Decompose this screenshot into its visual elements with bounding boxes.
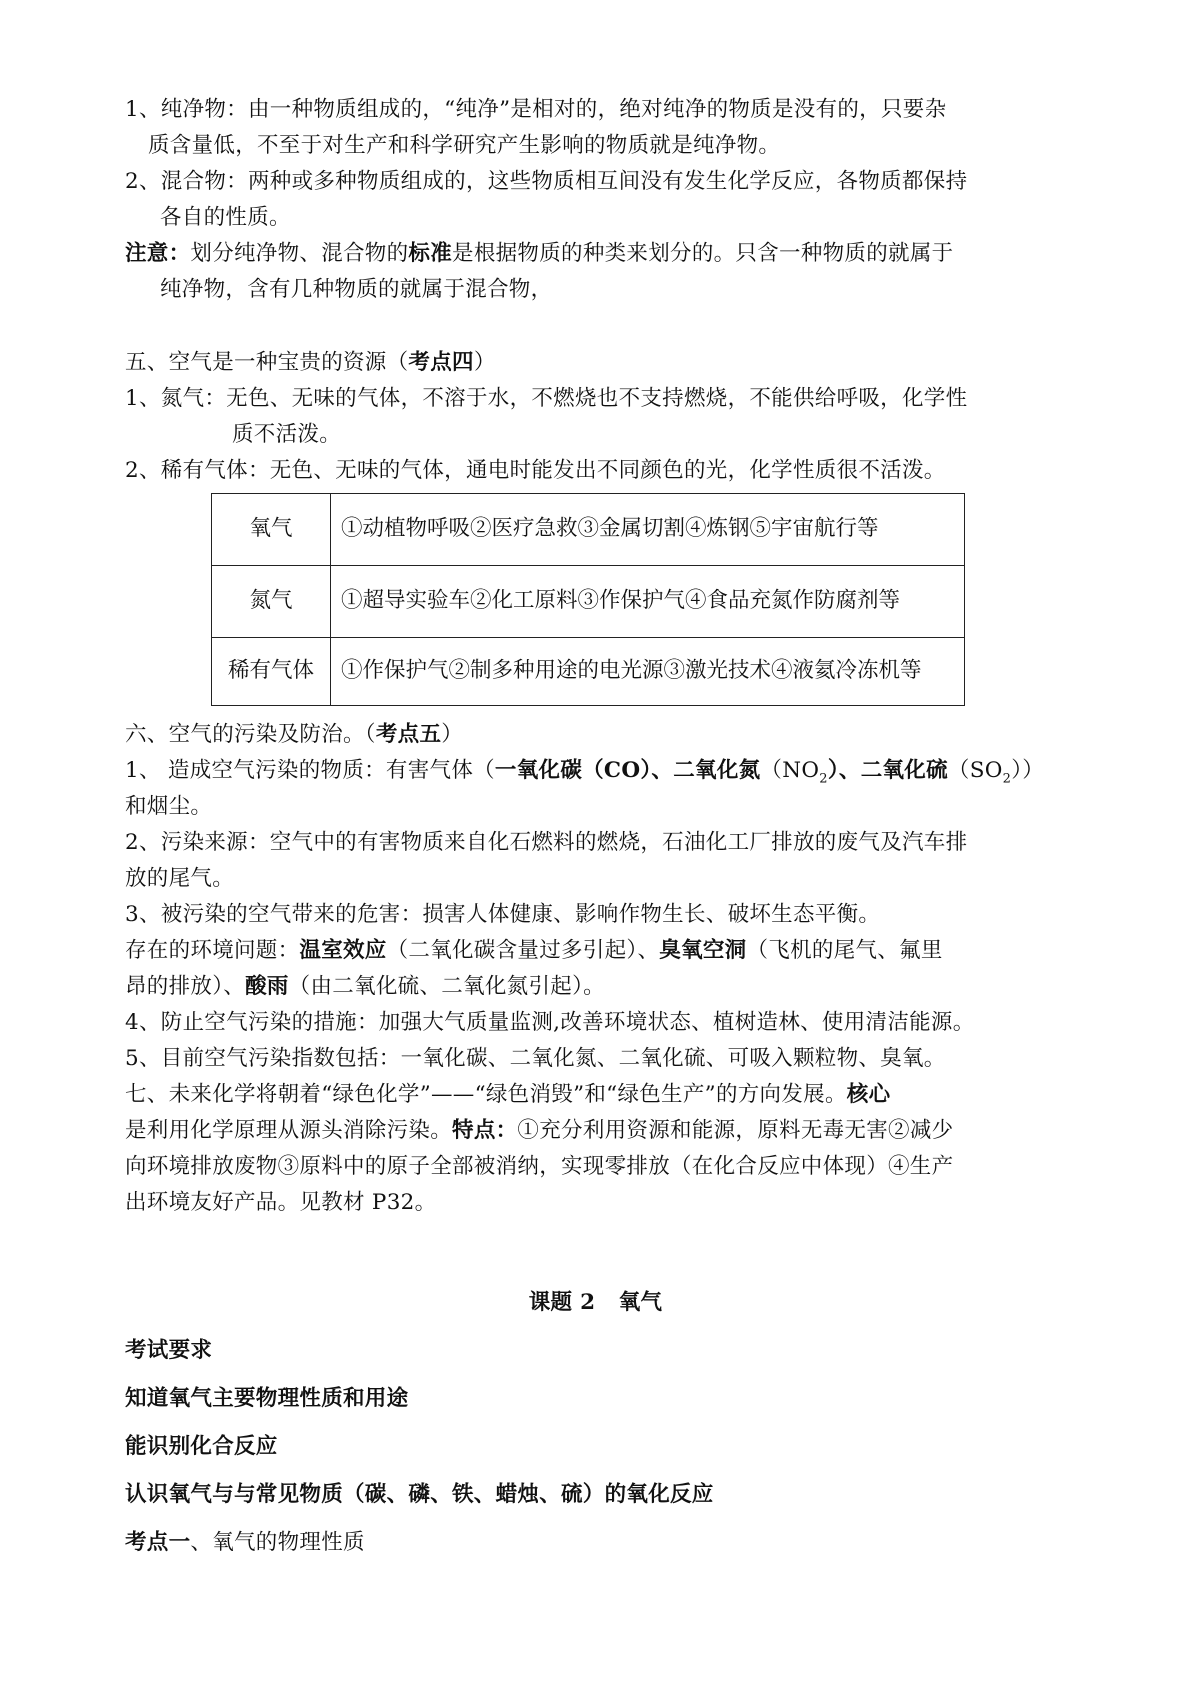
note-line1 [125, 241, 953, 267]
gas-use-cell: ①动植物呼吸②医疗急救③金属切割④炼钢⑤宇宙航行等 [331, 494, 965, 566]
env-issues-label: 存在的环境问题： [125, 938, 300, 963]
harm-line: 3、被污染的空气带来的危害：损害人体健康、影响作物生长、破坏生态平衡。 [125, 902, 881, 927]
section6-title-text: 六、空气的污染及防治。（ [125, 722, 376, 747]
greenhouse-effect: 温室效应 [299, 938, 387, 963]
green-chem-line1 [125, 1082, 890, 1108]
requirement-3: 认识氧气与与常见物质（碳、磷、铁、蜡烛、硫）的氧化反应 [125, 1482, 714, 1507]
nitrogen-line2: 质不活泼。 [232, 422, 342, 447]
pollutant-no2-close: ）、 [827, 758, 861, 783]
pure-substance-line2: 质含量低，不至于对生产和科学研究产生影响的物质就是纯净物。 [148, 133, 781, 158]
section6-title [125, 722, 463, 748]
greenhouse-cause: （二氧化碳含量过多引起）、 [386, 938, 660, 963]
ozone-cause: （飞机的尾气、氟里 [746, 938, 943, 963]
green-chem-features-label: 特点： [452, 1118, 518, 1143]
kp1-label: 考点一 [125, 1530, 191, 1555]
env-issues-line2 [125, 974, 605, 1000]
so2-subscript: 2 [1002, 771, 1012, 787]
mixture-line1: 2、混合物：两种或多种物质组成的，这些物质相互间没有发生化学反应，各物质都保持 [125, 169, 968, 194]
gas-name-cell: 稀有气体 [212, 638, 331, 706]
pollutants-intro: 1、 造成空气污染的物质：有害气体（ [125, 758, 495, 783]
note-text-a: 划分纯净物、混合物的 [190, 241, 409, 266]
no2-subscript: 2 [819, 771, 828, 787]
acid-rain-cause: （由二氧化硫、二氧化氮引起）。 [288, 974, 605, 999]
gas-use-cell: ①作保护气②制多种用途的电光源③激光技术④液氦冷冻机等 [331, 638, 965, 706]
pollutant-co-formula: （CO）、 [582, 758, 674, 783]
section5-title [125, 350, 496, 376]
sources-line2: 放的尾气。 [125, 866, 235, 891]
ozone-hole: 臭氧空洞 [659, 938, 747, 963]
green-chem-text: 七、未来化学将朝着“绿色化学”——“绿色消毁”和“绿色生产”的方向发展。 [125, 1082, 847, 1107]
gas-name-cell: 氧气 [212, 494, 331, 566]
section5-title-text: 五、空气是一种宝贵的资源（ [125, 350, 409, 375]
note-keyword: 标准 [408, 241, 453, 266]
pollutant-so2-close: ）） [1011, 758, 1045, 783]
green-chem-core-text: 是利用化学原理从源头消除污染。 [125, 1118, 453, 1143]
env-issues-line1 [125, 938, 943, 964]
pollutants-line2: 和烟尘。 [125, 794, 213, 819]
table-row [212, 566, 965, 638]
note-text-c: 是根据物质的种类来划分的。只含一种物质的就属于 [452, 241, 954, 266]
pure-substance-line1: 1、纯净物：由一种物质组成的，“纯净”是相对的，绝对纯净的物质是没有的，只要杂 [125, 97, 947, 122]
requirement-2: 能识别化合反应 [125, 1434, 278, 1459]
pollutant-no2-formula: （NO [760, 758, 820, 783]
table-row [212, 638, 965, 706]
requirement-1: 知道氧气主要物理性质和用途 [125, 1386, 409, 1411]
note-line2: 纯净物，含有几种物质的就属于混合物， [160, 277, 553, 302]
green-chem-features: ①充分利用资源和能源，原料无毒无害②减少 [517, 1118, 954, 1143]
table-row [212, 494, 965, 566]
pollutant-no2: 二氧化氮 [673, 758, 761, 783]
kp1-heading [125, 1530, 365, 1556]
acid-rain: 酸雨 [245, 974, 289, 999]
prevention-line: 4、防止空气污染的措施：加强大气质量监测,改善环境状态、植树造林、使用清洁能源。 [125, 1010, 975, 1035]
pollution-index-line: 5、目前空气污染指数包括：一氧化碳、二氧化氮、二氧化硫、可吸入颗粒物、臭氧。 [125, 1046, 946, 1071]
topic2-title: 课题 2 氧气 [528, 1290, 663, 1315]
section5-title-kp: 考点四 [408, 350, 474, 375]
pollutant-so2-formula: （SO [947, 758, 1003, 783]
section6-title-end: ） [441, 722, 464, 747]
nitrogen-line1: 1、氮气：无色、无味的气体，不溶于水，不燃烧也不支持燃烧，不能供给呼吸，化学性 [125, 386, 968, 411]
section5-title-end: ） [473, 350, 496, 375]
sources-line1: 2、污染来源：空气中的有害物质来自化石燃料的燃烧，石油化工厂排放的废气及汽车排 [125, 830, 968, 855]
pollutant-so2: 二氧化硫 [860, 758, 948, 783]
noble-gas-line: 2、稀有气体：无色、无味的气体，通电时能发出不同颜色的光，化学性质很不活泼。 [125, 458, 946, 483]
section6-title-kp: 考点五 [375, 722, 442, 747]
exam-requirements-heading: 考试要求 [125, 1338, 213, 1363]
green-chem-line4: 出环境友好产品。见教材 P32。 [125, 1190, 437, 1215]
kp1-text: 、氧气的物理性质 [190, 1530, 365, 1555]
gas-uses-table [211, 493, 965, 706]
green-chem-line2 [125, 1118, 953, 1144]
pollutant-co: 一氧化碳 [494, 758, 583, 783]
ozone-cause-end: 昂的排放）、 [125, 974, 246, 999]
gas-name-cell: 氮气 [212, 566, 331, 638]
note-label: 注意： [125, 241, 191, 266]
green-chem-core: 核心 [846, 1082, 891, 1107]
mixture-line2: 各自的性质。 [160, 205, 291, 230]
pollutants-line1 [125, 758, 1044, 787]
green-chem-line3: 向环境排放废物③原料中的原子全部被消纳，实现零排放（在化合反应中体现）④生产 [125, 1154, 954, 1179]
gas-use-cell: ①超导实验车②化工原料③作保护气④食品充氮作防腐剂等 [331, 566, 965, 638]
